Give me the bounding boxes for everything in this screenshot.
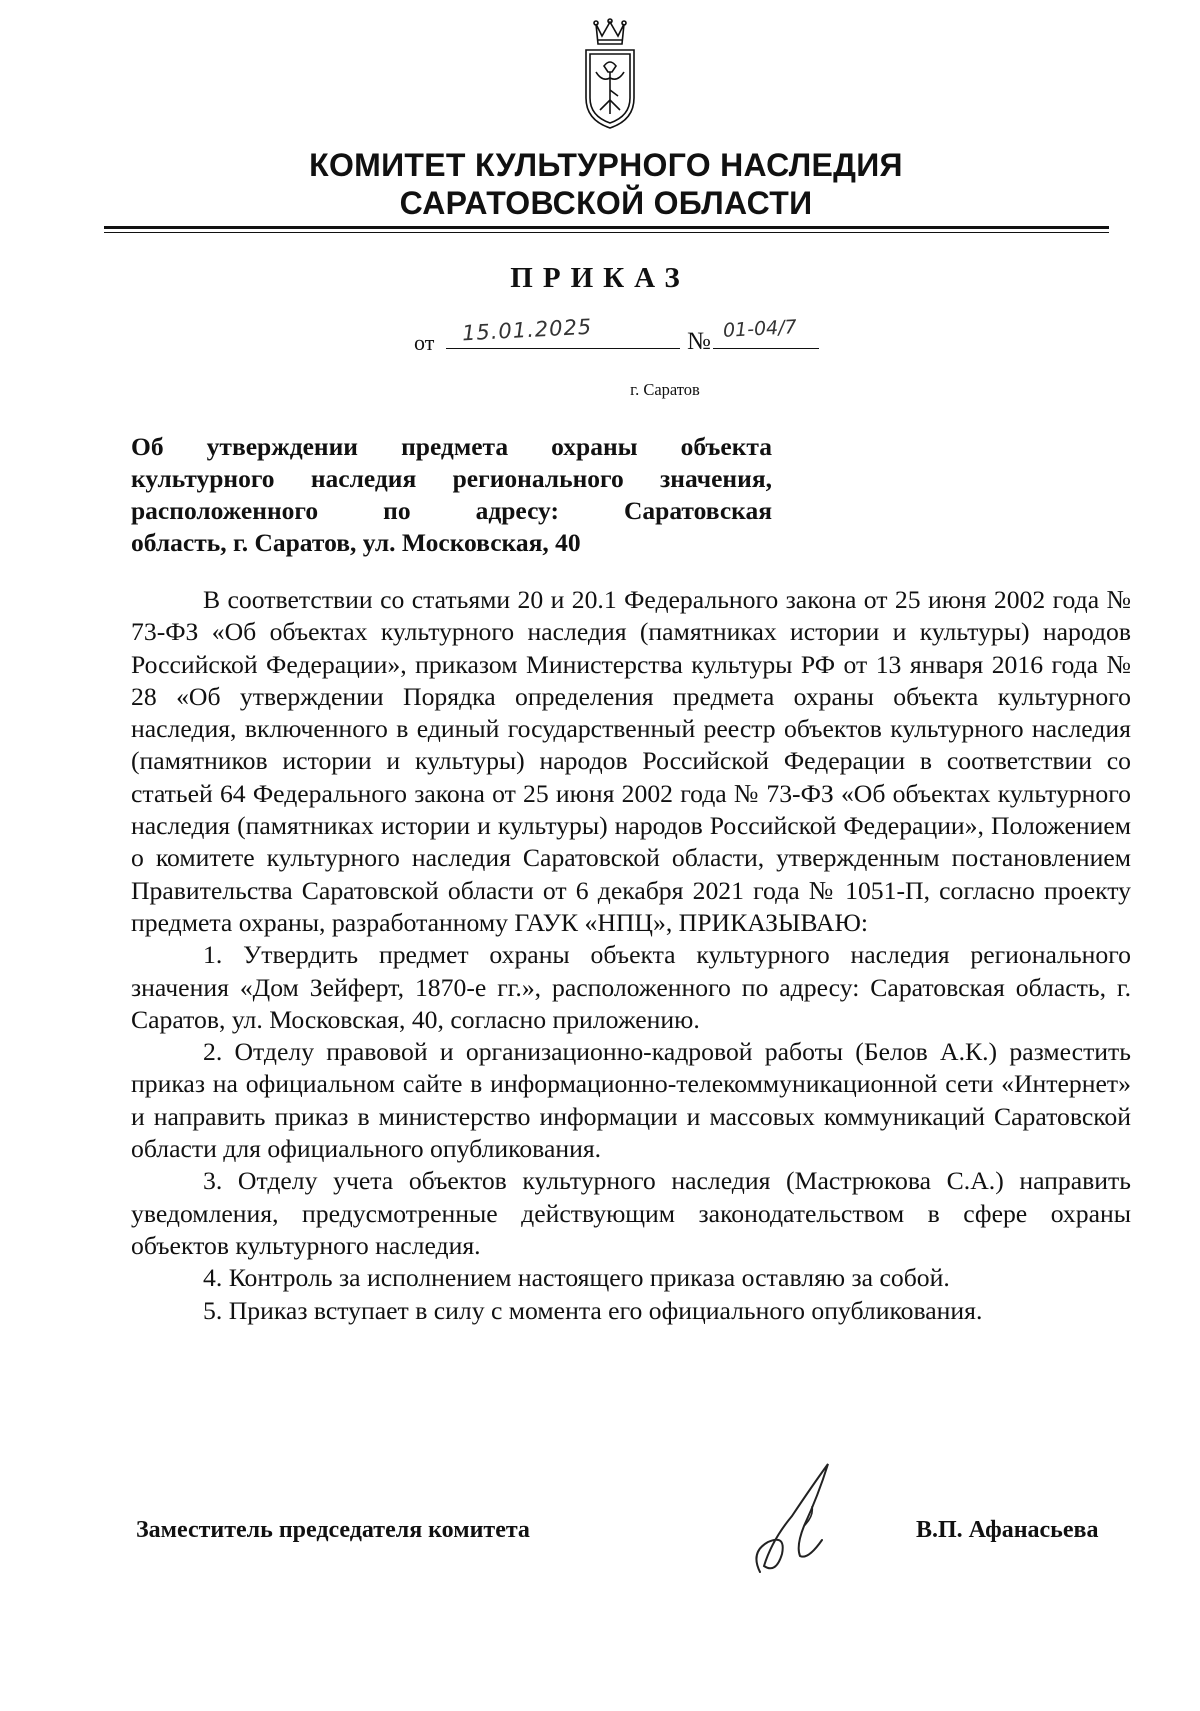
organization-name <box>0 146 1200 222</box>
coat-of-arms-emblem <box>582 14 638 132</box>
header-rule-thick <box>104 226 1109 229</box>
signer-name: В.П. Афанасьева <box>916 1517 1099 1543</box>
document-type-title: ПРИКАЗ <box>510 262 690 294</box>
subject-line-4: область, г. Саратов, ул. Московская, 40 <box>131 528 581 557</box>
handwritten-date: 15.01.2025 <box>461 314 593 346</box>
order-subject <box>131 431 772 559</box>
order-item-3: 3. Отделу учета объектов культурного наследия (Мастрюкова С.А.) направить уведомления, предусмотренные действующим законодательством в сфере охраны объектов культурного наследия. <box>131 1166 1131 1260</box>
subject-line-2: культурного наследия регионального значения, <box>131 464 772 493</box>
date-label: от <box>414 330 435 355</box>
order-item-1: 1. Утвердить предмет охраны объекта культурного наследия регионального значения «Дом Зейферт, 1870-е гг.», расположенного по адресу: Саратовская область, г. Саратов, ул. Московская, 40, согласно приложению. <box>131 940 1131 1034</box>
order-body <box>131 584 1131 1327</box>
header-rule-thin <box>104 232 1109 233</box>
number-underline <box>713 348 819 349</box>
preamble-paragraph: В соответствии со статьями 20 и 20.1 Федерального закона от 25 июня 2002 года № 73-ФЗ «Об объектах культурного наследия (памятниках истории и культуры) народов Российской Федерации», приказом Министерства культуры РФ от 13 января 2016 года № 28 «Об утверждении Порядка определения предмета охраны объекта культурного наследия, включенного в единый государственный реестр объектов культурного наследия (памятников истории и культуры) народов Российской Федерации в соответствии со статьей 64 Федерального закона от 25 июня 2002 года № 73-ФЗ «Об объектах культурного наследия (памятниках истории и культуры) народов Российской Федерации», Положением о комитете культурного наследия Саратовской области, утвержденным постановлением Правительства Саратовской области от 6 декабря 2021 года № 1051-П, согласно проекту предмета охраны, разработанному ГАУК «НПЦ», ПРИКАЗЫВАЮ: <box>131 585 1131 937</box>
handwritten-number: 01-04/7 <box>722 316 798 342</box>
number-label: № <box>687 328 711 355</box>
handwritten-signature <box>742 1456 852 1582</box>
subject-line-3: расположенного по адресу: Саратовская <box>131 496 772 525</box>
org-line-1: КОМИТЕТ КУЛЬТУРНОГО НАСЛЕДИЯ <box>309 147 903 183</box>
org-line-2: САРАТОВСКОЙ ОБЛАСТИ <box>399 185 813 221</box>
subject-line-1: Об утверждении предмета охраны объекта <box>131 432 772 461</box>
order-item-2: 2. Отделу правовой и организационно-кадровой работы (Белов А.К.) разместить приказ на официальном сайте в информационно-телекоммуникационной сети «Интернет» и направить приказ в министерство информации и массовых коммуникаций Саратовской области для официального опубликования. <box>131 1037 1131 1164</box>
order-item-4: 4. Контроль за исполнением настоящего приказа оставляю за собой. <box>203 1263 950 1293</box>
order-item-5: 5. Приказ вступает в силу с момента его официального опубликования. <box>203 1295 983 1325</box>
date-underline <box>446 348 680 349</box>
signer-position: Заместитель председателя комитета <box>136 1517 530 1543</box>
city-label: г. Саратов <box>630 380 700 399</box>
